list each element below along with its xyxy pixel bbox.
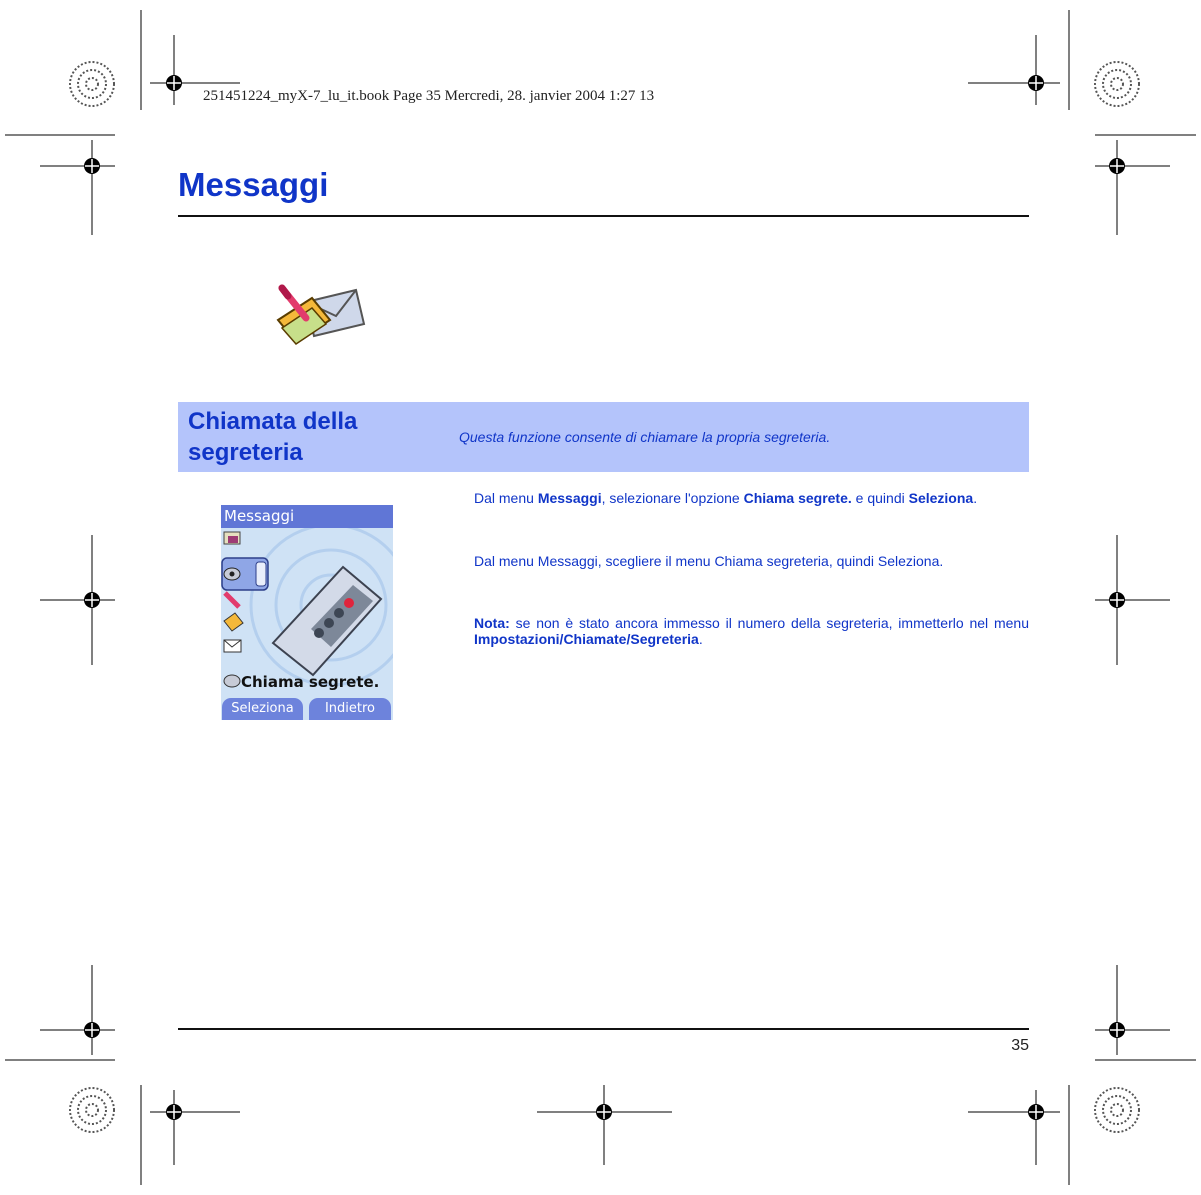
envelope-icon (224, 640, 241, 652)
messages-app-icon (268, 272, 368, 350)
note-paragraph: Nota: se non è stato ancora immesso il numero della segreteria, immetterlo nel menu Impostazioni/Chiamate/Segreteria. (474, 615, 1029, 647)
book-header: 251451224_myX-7_lu_it.book Page 35 Mercredi, 28. janvier 2004 1:27 13 (203, 88, 655, 104)
voicemail-icon (224, 568, 240, 580)
phone-selected-item: Chiama segrete. (241, 673, 380, 691)
phone-softkey-back: Indietro (309, 698, 391, 720)
section-description: Questa funzione consente di chiamare la propria segreteria. (459, 429, 831, 445)
section-title: Chiamata della segreteria (188, 408, 358, 466)
paragraph-1: Dal menu Messaggi, selezionare l'opzione Chiama segrete. e quindi Seleziona. (474, 490, 978, 506)
chapter-title: Messaggi (178, 166, 329, 203)
inbox-icon (224, 532, 240, 544)
paragraph-2: Dal menu Messaggi, scegliere il menu Chiama segreteria, quindi Seleziona. (474, 553, 944, 569)
voicemail-settings-icon (224, 675, 240, 687)
phone-softkey-select: Seleziona (222, 698, 303, 720)
page-number: 35 (1011, 1037, 1029, 1054)
phone-title-bar: Messaggi (221, 505, 393, 528)
title-rule (178, 215, 1029, 217)
footer-rule (178, 1028, 1029, 1030)
phone-screenshot (221, 505, 393, 720)
